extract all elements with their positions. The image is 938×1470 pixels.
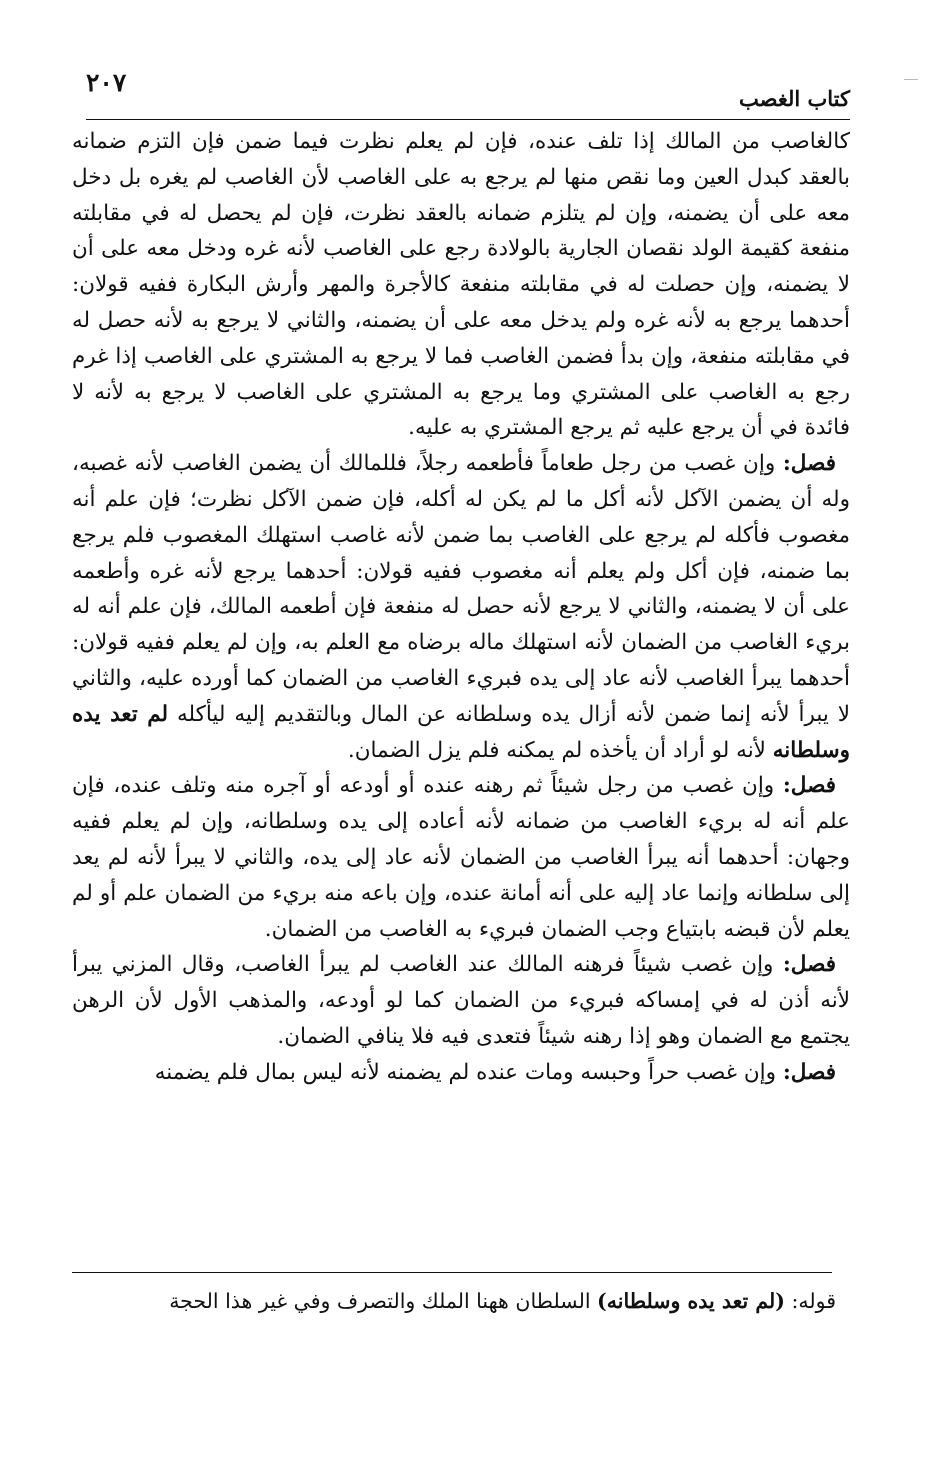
footnote-prefix: قوله:	[784, 1289, 836, 1313]
paragraph-text: وإن غصب من رجل شيئاً ثم رهنه عنده أو أودعه أو آجره منه وتلف عنده، فإن علم أنه له بريء الغاصب من ضمانه لأنه أعاده إلى يده وسلطانه، وإن لم يعلم ففيه وجهان: أحدهما أنه يبرأ الغاصب من الضمان لأنه عاد إلى يده، والثاني لا يبرأ لأنه لم يعد إلى سلطانه وإنما عاد إليه على أنه أمانة عنده، وإن باعه منه بريء من الضمان علم أو لم يعلم لأن قبضه بابتياع وجب الضمان فبريء به الغاصب من الضمان.	[72, 773, 850, 942]
section-label: فصل:	[782, 773, 836, 799]
paragraph-text: وإن غصب من رجل طعاماً فأطعمه رجلاً، فللمالك أن يضمن الغاصب لأنه غصبه، وله أن يضمن الآكل لأنه أكل ما لم يكن له أكله، فإن ضمن الآكل نظرت؛ فإن علم أنه مغصوب فأكله لم يرجع على الغاصب بما ضمن لأنه غاصب استهلك المغصوب فلم يرجع بما ضمنه، فإن أكل ولم يعلم أنه مغصوب ففيه قولان: أحدهما يرجع لأنه غره وأطعمه على أن لا يضمنه، والثاني لا يرجع لأنه حصل له منفعة فإن أطعمه المالك، فإن علم أنه له بريء الغاصب من الضمان لأنه استهلك ماله برضاه مع العلم به، وإن لم يعلم ففيه قولان: أحدهما يبرأ الغاصب لأنه عاد إلى يده فبريء الغاصب من الضمان كما أورده عليه، والثاني لا يبرأ لأنه إنما ضمن لأنه أزال يده وسلطانه عن المال وبالتقديم إليه ليأكله	[72, 451, 850, 727]
body-text	[72, 124, 850, 1091]
emphasized-phrase: لم تعد يده وسلطانه	[72, 701, 850, 763]
paragraph-2	[72, 446, 850, 768]
section-label: فصل:	[782, 451, 836, 477]
running-head: كتاب الغصب	[738, 86, 850, 111]
scan-mark	[904, 79, 918, 80]
paragraph-3	[72, 768, 850, 947]
paragraph-text: لأنه لو أراد أن يأخذه لم يمكنه فلم يزل الضمان.	[347, 737, 773, 763]
footnote-rule	[72, 1272, 832, 1273]
paragraph-text: وإن غصب حراً وحبسه ومات عنده لم يضمنه لأنه ليس بمال فلم يضمنه	[154, 1059, 783, 1085]
page-number: ٢٠٧	[86, 68, 127, 97]
footnote	[74, 1286, 836, 1316]
paragraph-1	[72, 124, 850, 446]
paragraph-4	[72, 947, 850, 1054]
paragraph-text: وإن غصب شيئاً فرهنه المالك عند الغاصب لم يبرأ الغاصب، وقال المزني يبرأ لأنه أذن له في إمساكه فبريء من الضمان كما لو أودعه، والمذهب الأول لأن الرهن يجتمع مع الضمان وهو إذا رهنه شيئاً فتعدى فيه فلا ينافي الضمان.	[72, 952, 850, 1049]
footnote-quote: (لم تعد يده وسلطانه)	[597, 1289, 785, 1313]
section-label: فصل:	[782, 952, 836, 978]
paragraph-5	[72, 1055, 850, 1091]
footnote-text: السلطان ههنا الملك والتصرف وفي غير هذا الحجة	[169, 1289, 598, 1313]
header-rule	[86, 119, 850, 120]
paragraph-text: كالغاصب من المالك إذا تلف عنده، فإن لم يعلم نظرت فيما ضمن فإن التزم ضمانه بالعقد كبدل العين وما نقص منها لم يرجع به على الغاصب لأن الغاصب لم يغره بل دخل معه على أن يضمنه، وإن لم يتلزم ضمانه بالعقد نظرت، فإن لم يحصل له في مقابلته منفعة كقيمة الولد نقصان الجارية بالولادة رجع على الغاصب لأنه غره ودخل معه على أن لا يضمنه، وإن حصلت له في مقابلته منفعة كالأجرة والمهر وأرش البكارة ففيه قولان: أحدهما يرجع به لأنه غره ولم يدخل معه على أن يضمنه، والثاني لا يرجع به لأنه حصل له في مقابلته منفعة، وإن بدأ فضمن الغاصب فما لا يرجع به المشتري على الغاصب إذا غرم رجع به الغاصب على المشتري وما يرجع به المشتري على الغاصب لا يرجع به لأنه لا فائدة في أن يرجع عليه ثم يرجع المشتري به عليه.	[72, 129, 850, 441]
section-label: فصل:	[782, 1059, 836, 1085]
